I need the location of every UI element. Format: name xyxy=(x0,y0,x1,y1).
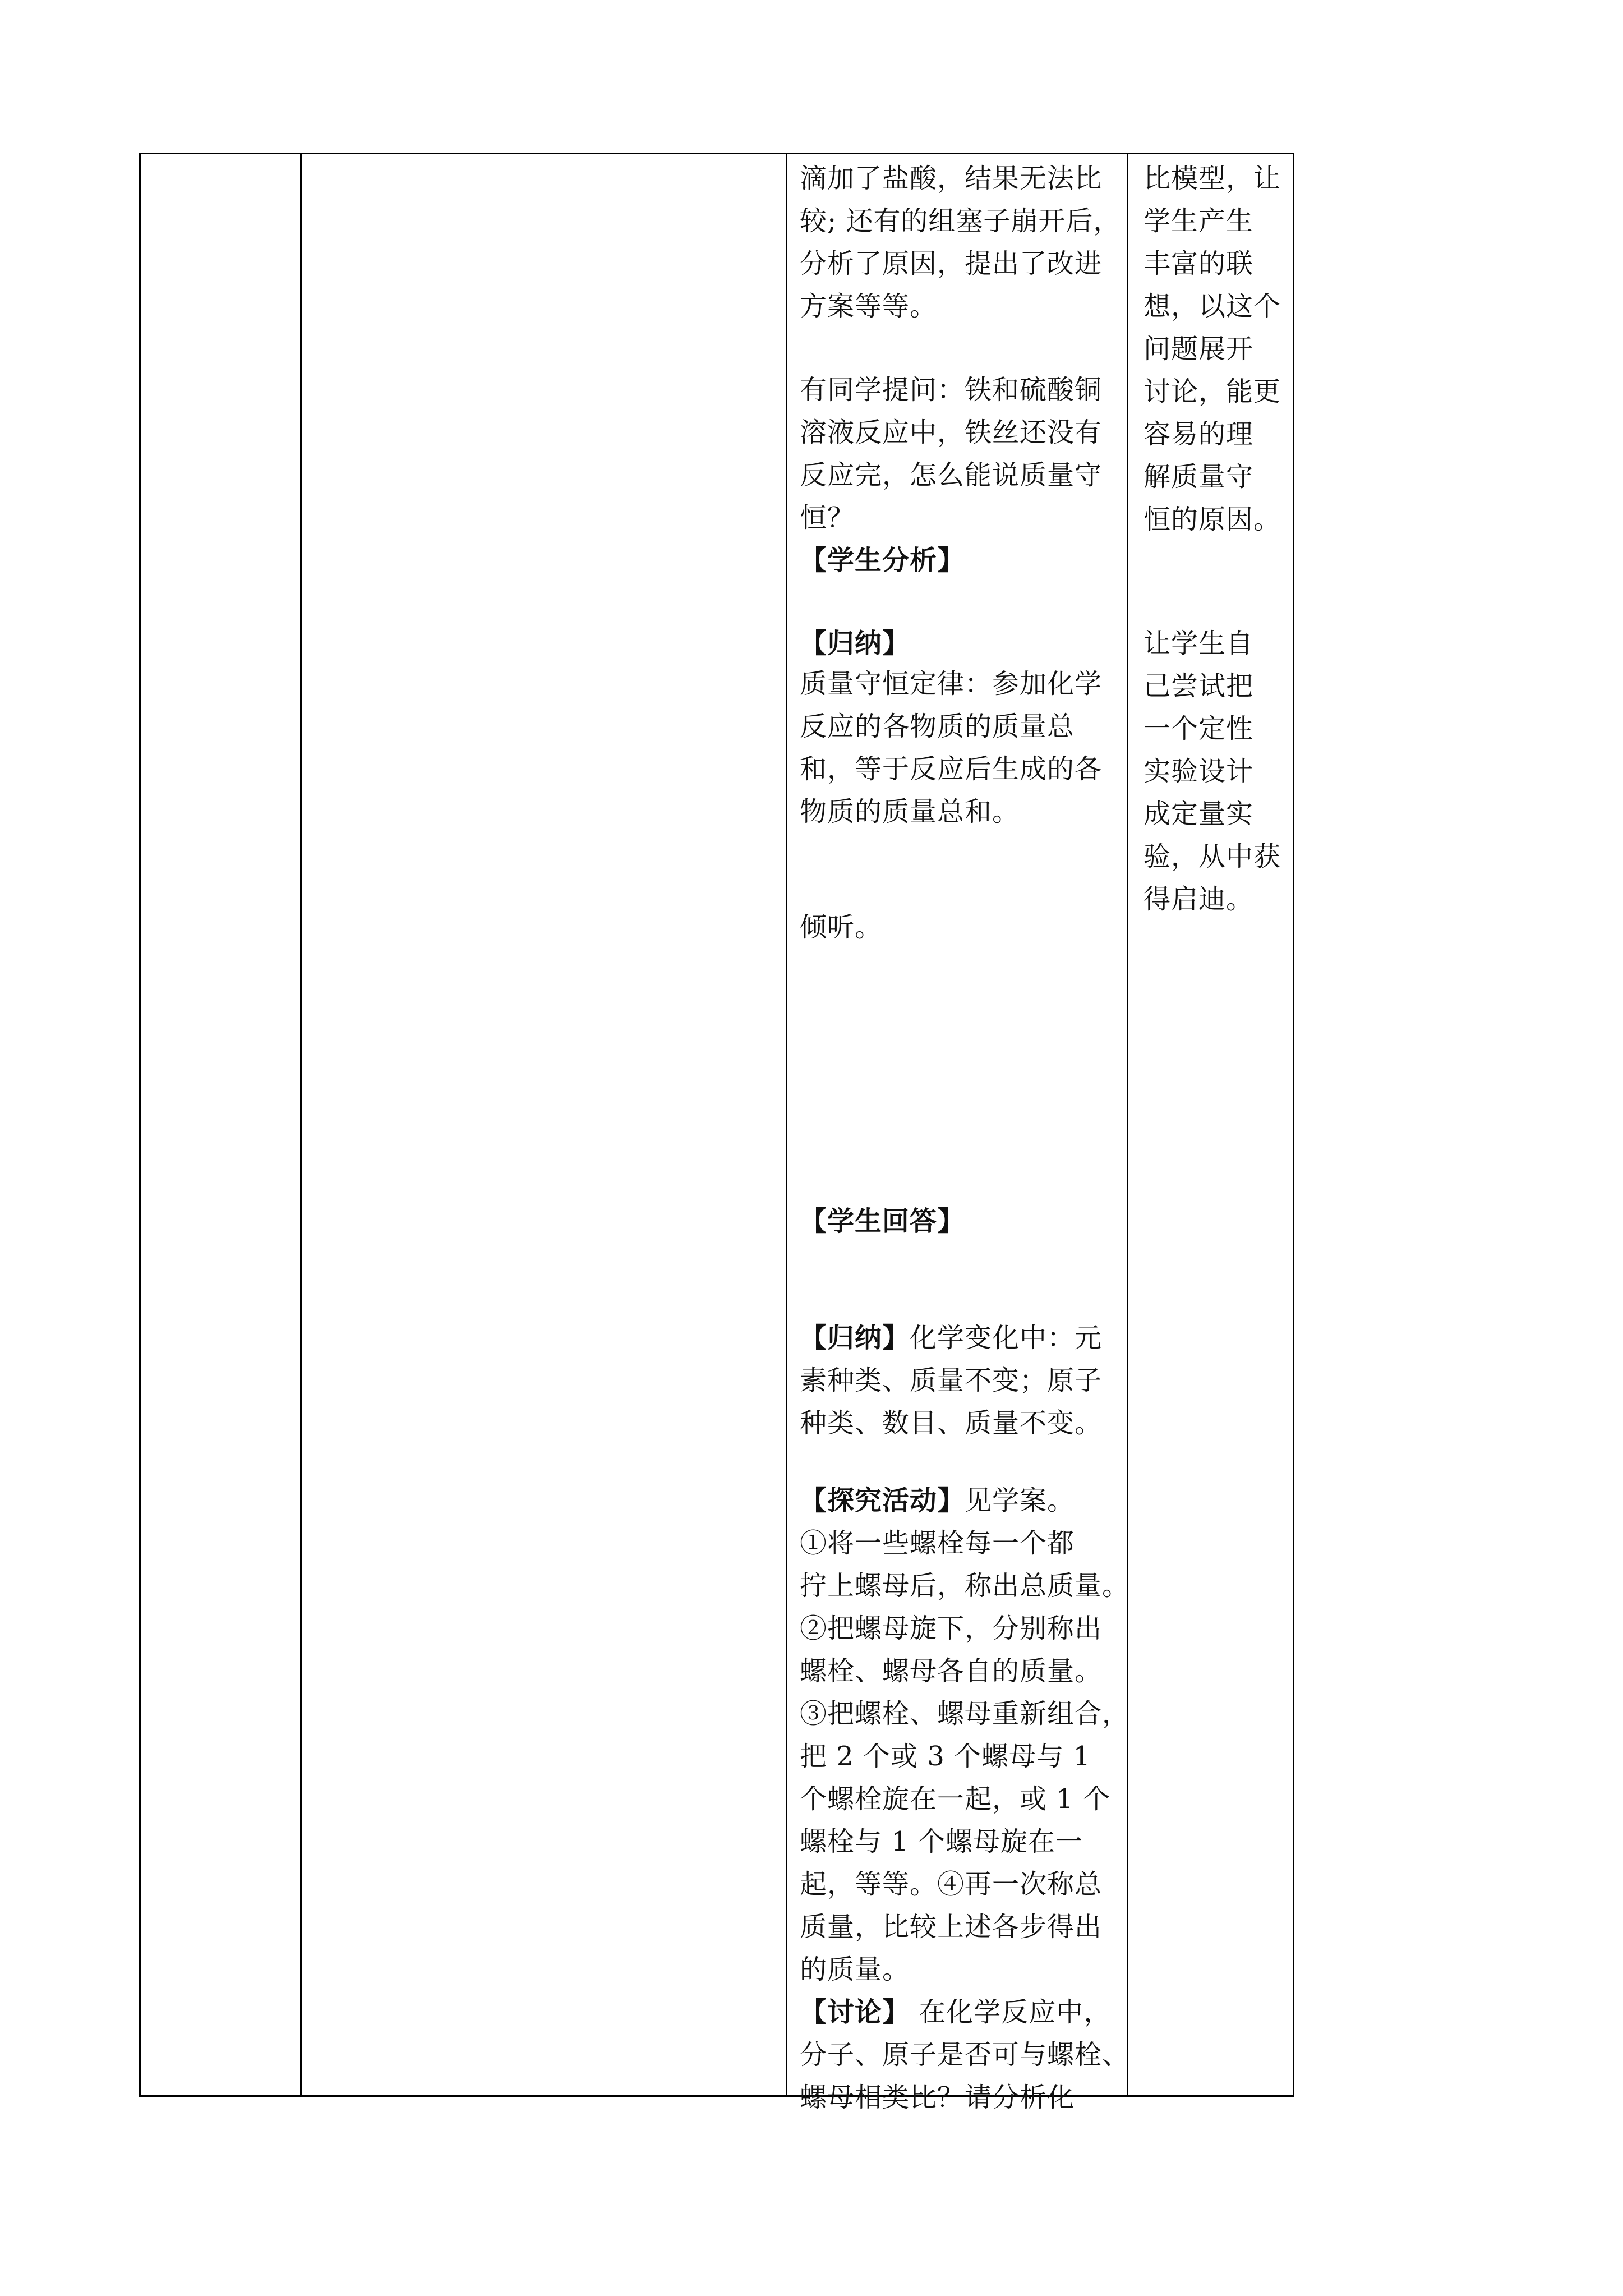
summary-text: 化学变化中：元 xyxy=(910,1322,1103,1354)
text-line: 学生产生 xyxy=(1144,205,1254,237)
text-line: 螺栓与 1 个螺母旋在一 xyxy=(800,1826,1083,1857)
column-divider-3 xyxy=(1127,154,1128,2095)
text-line: 分子、原子是否可与螺栓、 xyxy=(800,2039,1130,2070)
text-line: ②把螺母旋下，分别称出 xyxy=(800,1613,1103,1644)
text-line: 恒的原因。 xyxy=(1144,504,1281,535)
text-line xyxy=(800,1479,1075,1522)
text-line: 讨论，能更 xyxy=(1144,376,1281,407)
text-line: 恒？ xyxy=(800,502,855,533)
text-line: 让学生自 xyxy=(1144,628,1254,659)
text-line: 一个定性 xyxy=(1144,713,1254,744)
text-line: 质量守恒定律：参加化学 xyxy=(800,668,1103,700)
text-line: 得启迪。 xyxy=(1144,884,1254,915)
text-line: 丰富的联 xyxy=(1144,248,1254,279)
text-line: 己尝试把 xyxy=(1144,670,1254,702)
student-analysis-heading: 【学生分析】 xyxy=(800,545,965,576)
text-line: 起，等等。④再一次称总 xyxy=(800,1869,1103,1900)
text-line: 实验设计 xyxy=(1144,756,1254,787)
text-line: 素种类、质量不变；原子 xyxy=(800,1365,1103,1396)
student-answer-heading: 【学生回答】 xyxy=(800,1205,965,1237)
activity-heading: 【探究活动】 xyxy=(800,1485,965,1516)
text-line: 反应的各物质的质量总 xyxy=(800,711,1075,742)
text-line: 问题展开 xyxy=(1144,333,1254,365)
text-line: 解质量守 xyxy=(1144,461,1254,493)
discuss-text: 在化学反应中， xyxy=(910,1996,1112,2028)
text-line: 方案等等。 xyxy=(800,291,938,322)
text-line: 有同学提问：铁和硫酸铜 xyxy=(800,374,1103,406)
text-line: 成定量实 xyxy=(1144,798,1254,830)
text-line: 溶液反应中，铁丝还没有 xyxy=(800,417,1103,448)
summary-heading: 【归纳】 xyxy=(800,628,910,659)
text-line xyxy=(800,1991,1111,2033)
text-line: 螺栓、螺母各自的质量。 xyxy=(800,1655,1103,1687)
text-line: 比模型，让 xyxy=(1144,163,1281,194)
text-line: 质量，比较上述各步得出 xyxy=(800,1911,1103,1943)
text-line: 个螺栓旋在一起，或 1 个 xyxy=(800,1783,1111,1815)
text-line: 想，以这个 xyxy=(1144,291,1281,322)
text-line xyxy=(800,1317,1102,1359)
text-line: ③把螺栓、螺母重新组合， xyxy=(800,1698,1130,1729)
lesson-plan-table xyxy=(139,153,1294,2113)
text-line: 滴加了盐酸，结果无法比 xyxy=(800,163,1103,194)
text-line: 拧上螺母后，称出总质量。 xyxy=(800,1570,1130,1602)
listen-text: 倾听。 xyxy=(800,912,883,943)
text-line: 物质的质量总和。 xyxy=(800,796,1020,827)
text-line: 把 2 个或 3 个螺母与 1 xyxy=(800,1741,1091,1772)
column-divider-2 xyxy=(786,154,787,2095)
activity-text: 见学案。 xyxy=(965,1485,1075,1516)
column-divider-1 xyxy=(300,154,302,2095)
text-line: 和，等于反应后生成的各 xyxy=(800,753,1103,785)
text-line: 反应完，怎么能说质量守 xyxy=(800,459,1103,491)
text-line: 容易的理 xyxy=(1144,418,1254,450)
text-line: 螺母相类比？请分析化 xyxy=(800,2082,1075,2113)
text-line: ①将一些螺栓每一个都 xyxy=(800,1527,1075,1559)
text-line: 分析了原因，提出了改进 xyxy=(800,248,1103,279)
text-line: 种类、数目、质量不变。 xyxy=(800,1407,1103,1439)
summary-heading: 【归纳】 xyxy=(800,1322,910,1354)
text-line: 的质量。 xyxy=(800,1954,910,1985)
text-line: 较; 还有的组塞子崩开后， xyxy=(800,205,1121,237)
text-line: 验，从中获 xyxy=(1144,841,1281,872)
discuss-heading: 【讨论】 xyxy=(800,1996,910,2028)
